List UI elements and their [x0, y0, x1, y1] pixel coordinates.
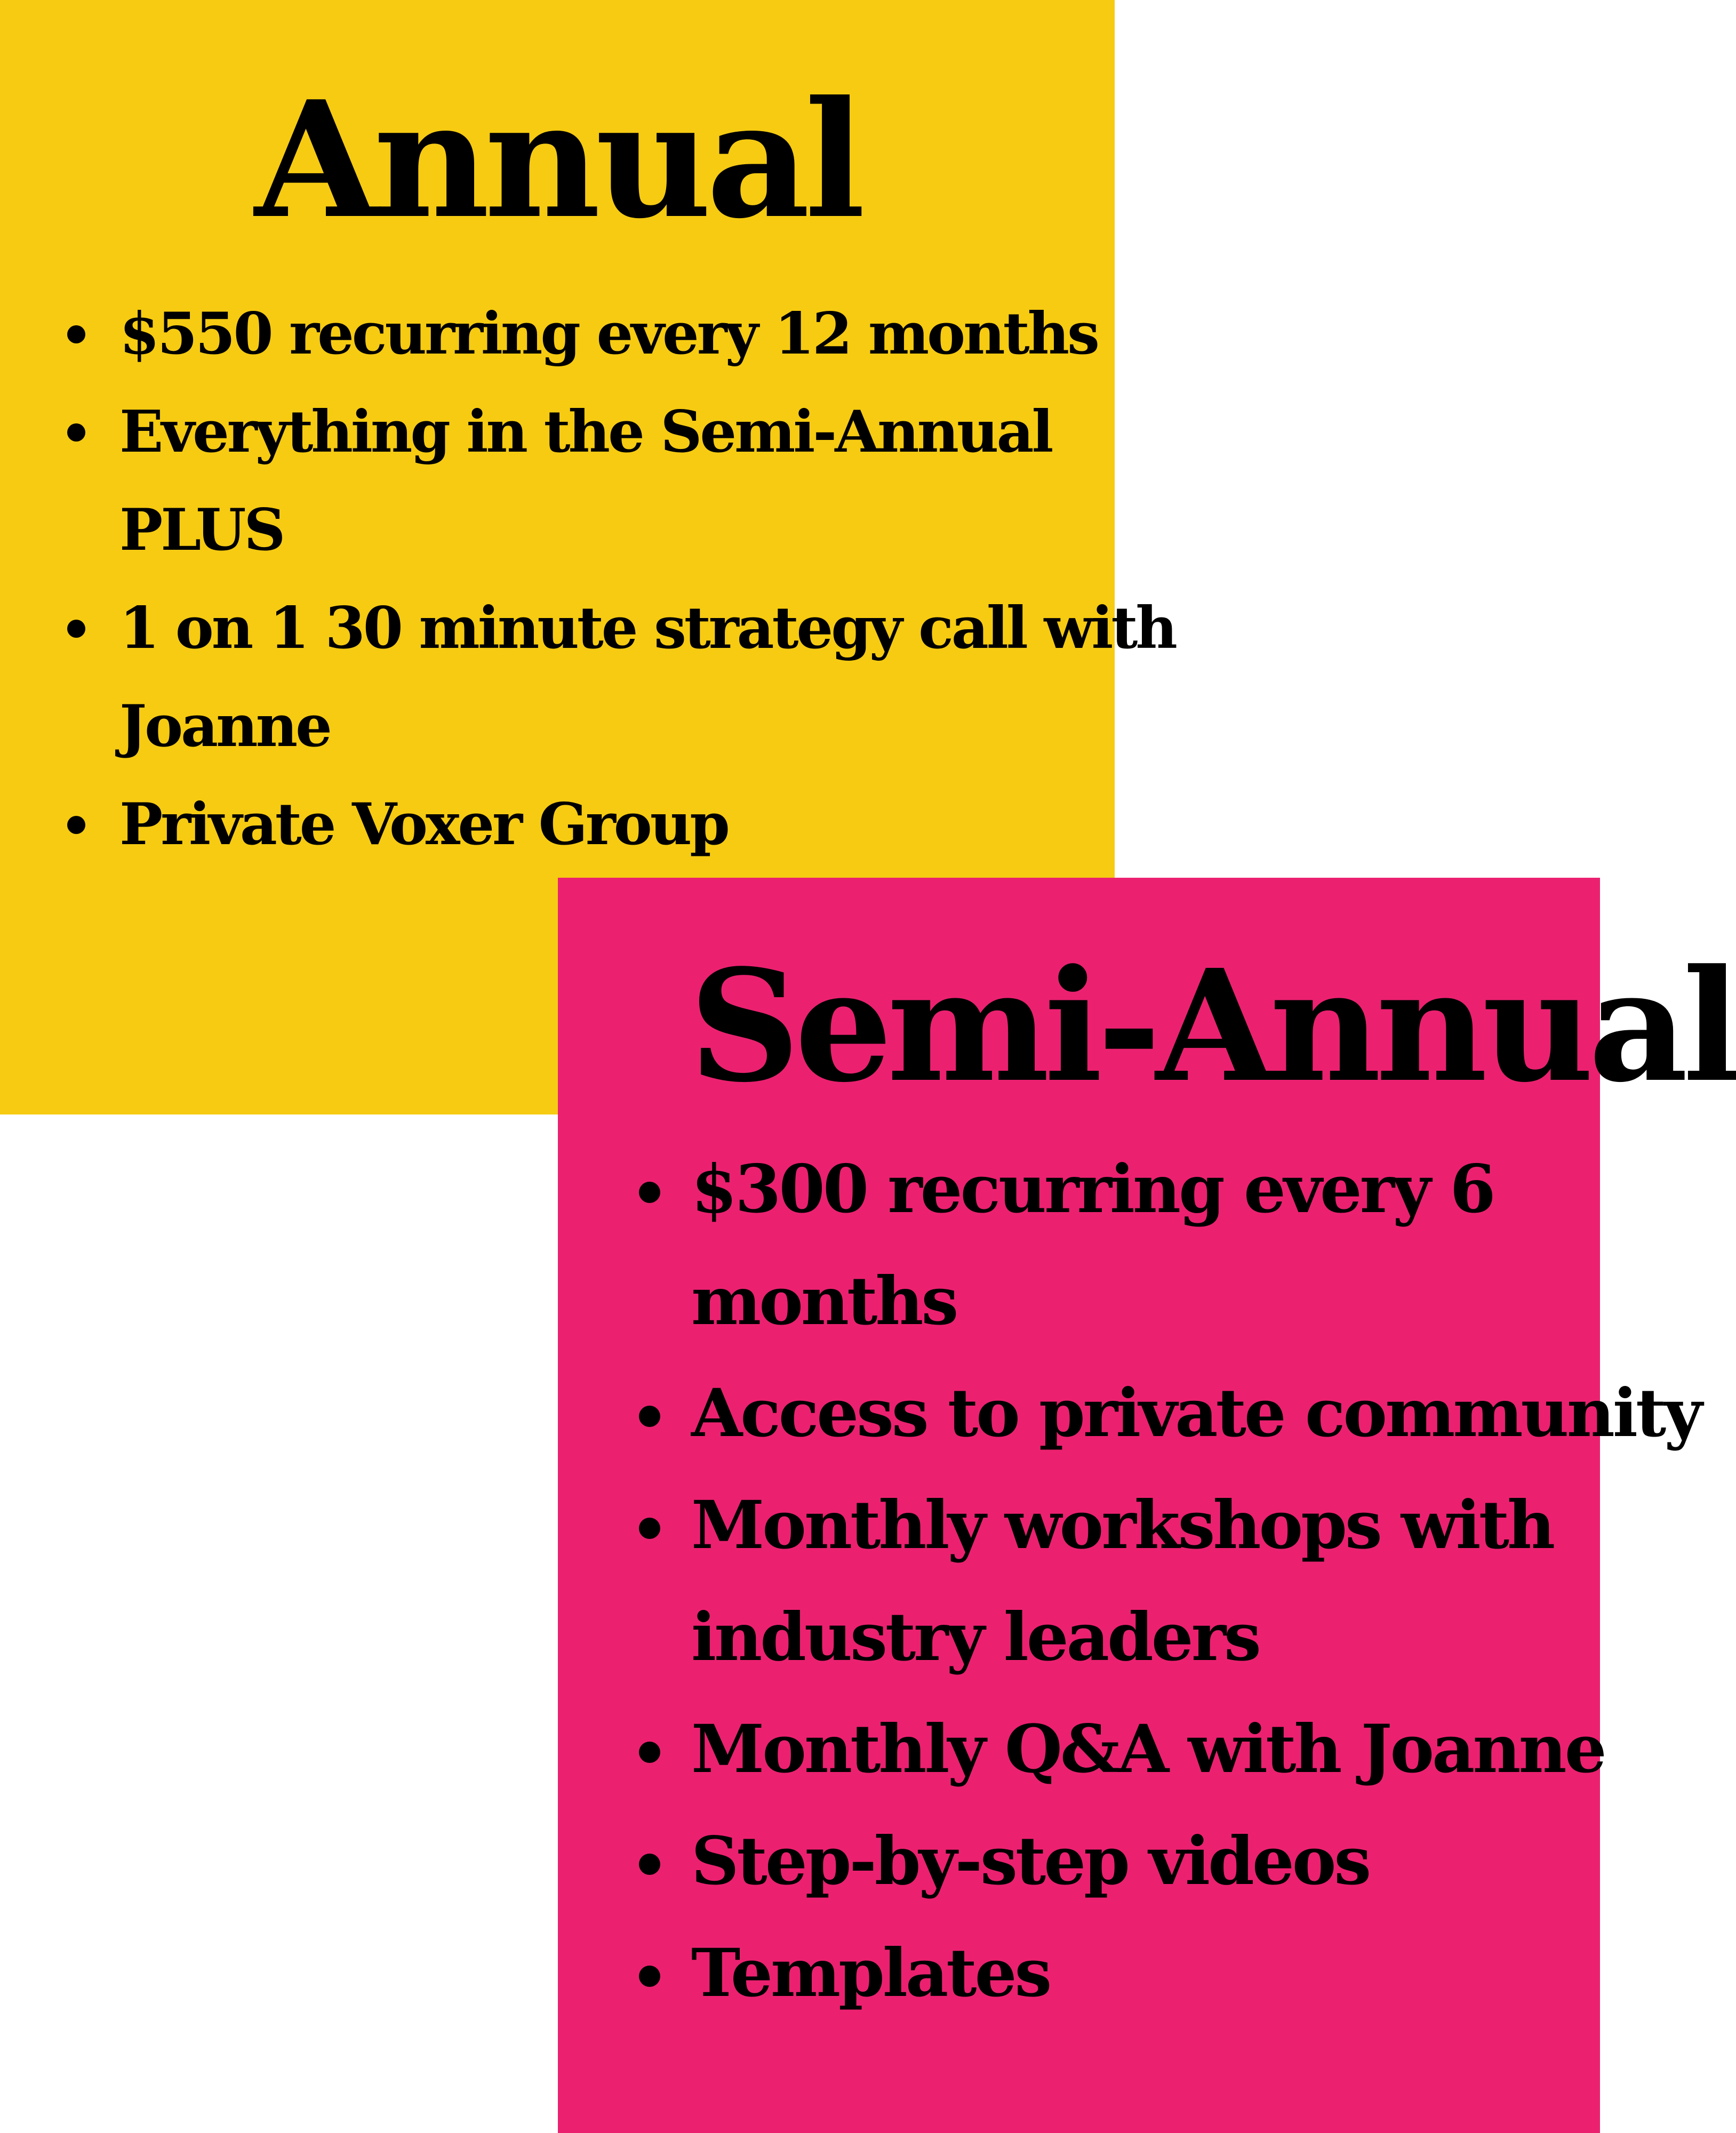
feature-text: $550 recurring every 12 months: [119, 300, 1098, 367]
semi-annual-title: Semi-Annual: [689, 936, 1736, 1116]
annual-feature-strategy-call: [67, 579, 1175, 775]
feature-text-continued: PLUS: [119, 496, 284, 564]
feature-text: 1 on 1 30 minute strategy call with: [119, 595, 1175, 662]
semi-annual-feature-list: [639, 1134, 1700, 2030]
annual-feature-price: [67, 285, 1175, 383]
semi-feature-community: [639, 1358, 1700, 1470]
feature-text: Access to private community: [691, 1375, 1701, 1452]
feature-text-continued: industry leaders: [691, 1599, 1259, 1676]
feature-text: Step-by-step videos: [691, 1823, 1370, 1900]
feature-text-continued: Joanne: [119, 693, 330, 760]
feature-text: $300 recurring every 6: [691, 1151, 1494, 1228]
semi-annual-plan-panel: [558, 878, 1736, 2133]
feature-text: Everything in the Semi-Annual: [119, 398, 1052, 466]
annual-feature-voxer-group: [67, 775, 1175, 873]
semi-feature-videos: [639, 1806, 1700, 1918]
semi-feature-templates: [639, 1918, 1700, 2030]
feature-text: Monthly workshops with: [691, 1487, 1554, 1564]
annual-title: Annual: [254, 66, 860, 254]
semi-feature-price: [639, 1134, 1700, 1358]
feature-text: Monthly Q&A with Joanne: [691, 1711, 1605, 1788]
feature-text: Templates: [691, 1935, 1050, 2012]
semi-feature-workshops: [639, 1470, 1700, 1694]
annual-feature-list: [67, 285, 1175, 873]
feature-text-continued: months: [691, 1263, 957, 1340]
feature-text: Private Voxer Group: [119, 791, 728, 858]
annual-feature-everything: [67, 383, 1175, 579]
semi-feature-qa: [639, 1694, 1700, 1806]
